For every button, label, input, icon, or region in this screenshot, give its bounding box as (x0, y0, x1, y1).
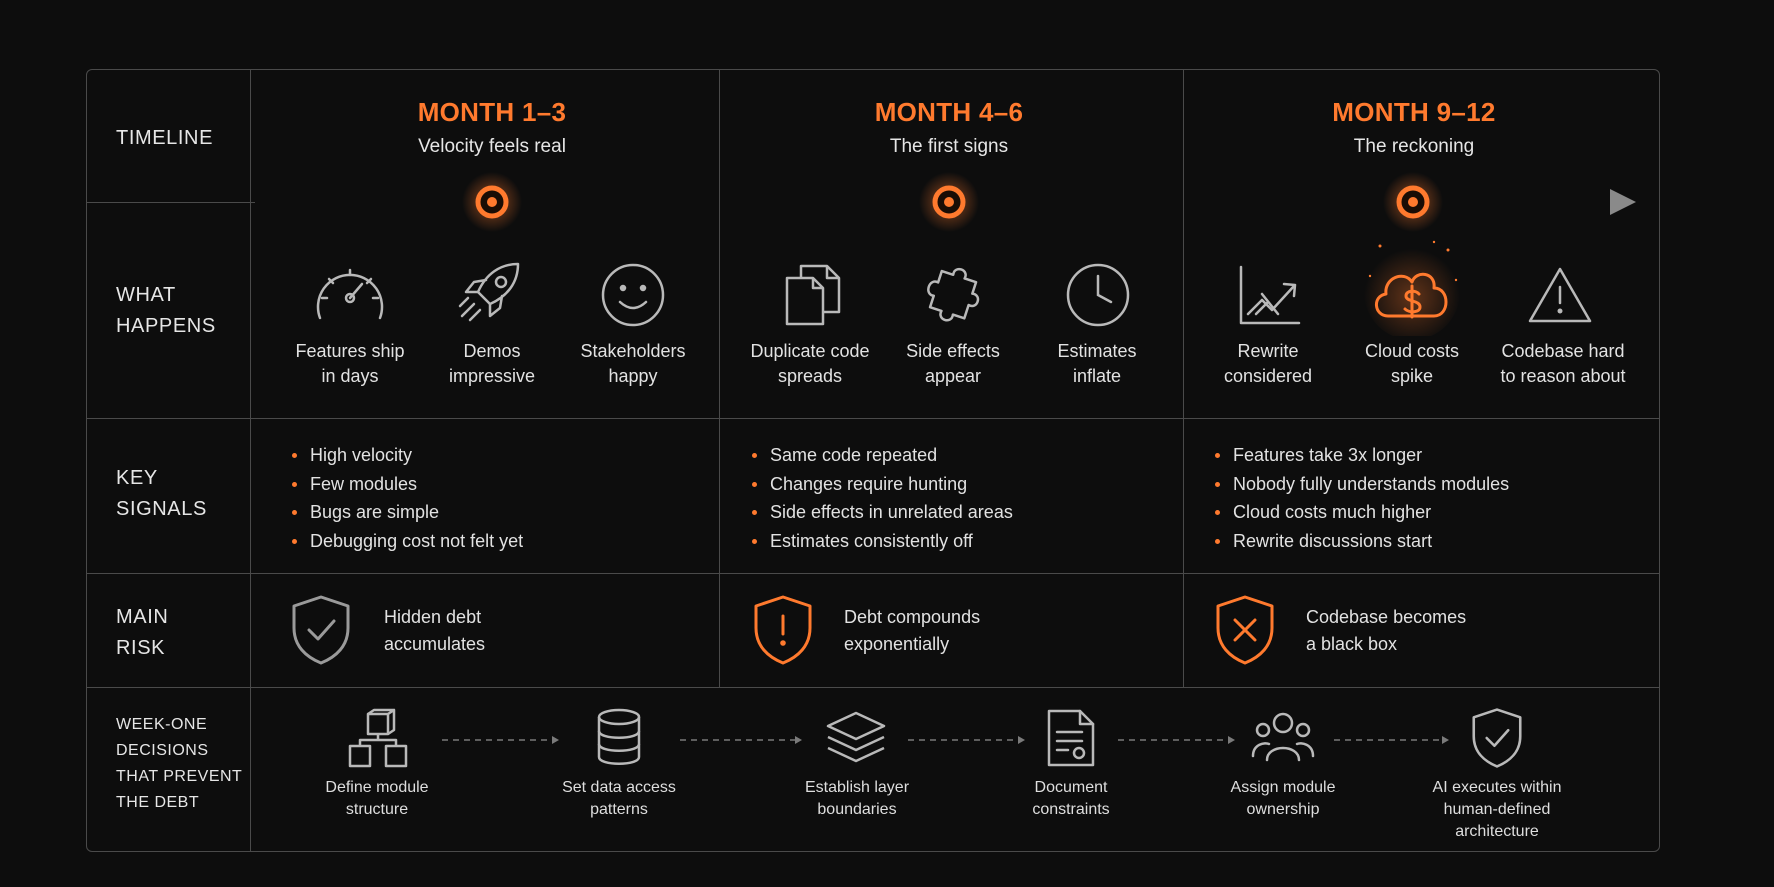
risk-text: Hidden debt accumulates (384, 607, 486, 654)
list-item: Rewrite discussions start (1213, 527, 1509, 556)
event-caption: Rewrite considered (1223, 341, 1313, 386)
phase-title: MONTH 1–3 (417, 97, 567, 127)
list-item: Estimates consistently off (750, 527, 1013, 556)
phase-subtitle: Velocity feels real (418, 136, 566, 157)
row-label-timeline: TIMELINE (116, 127, 214, 149)
row-label-key-signals: KEY SIGNALS (116, 467, 207, 520)
decision-caption: Define module structure (325, 779, 429, 818)
decision-caption: Establish layer boundaries (804, 779, 910, 818)
event-caption: Codebase hard to reason about (1500, 341, 1626, 386)
decision-caption: AI executes within human-defined architecture (1432, 779, 1562, 840)
event-caption: Cloud costs spike (1364, 341, 1460, 386)
decision-caption: Assign module ownership (1230, 779, 1336, 818)
event-caption: Features ship in days (295, 341, 405, 386)
row-label-main-risk: MAIN RISK (116, 606, 169, 659)
list-item: Side effects in unrelated areas (750, 498, 1013, 527)
event-caption: Stakeholders happy (580, 341, 686, 386)
list-item: Bugs are simple (290, 498, 523, 527)
risk-text: Debt compounds exponentially (844, 607, 981, 654)
phase-title: MONTH 4–6 (874, 97, 1024, 127)
decision-caption: Set data access patterns (562, 779, 676, 818)
decision-caption: Document constraints (1032, 779, 1110, 818)
event-caption: Duplicate code spreads (750, 341, 870, 386)
list-item: Features take 3x longer (1213, 441, 1509, 470)
list-item: Few modules (290, 470, 523, 499)
event-caption: Side effects appear (906, 341, 1000, 386)
row-label-week-one-decisions: WEEK-ONE DECISIONS THAT PREVENT THE DEBT (116, 716, 243, 811)
list-item: Debugging cost not felt yet (290, 527, 523, 556)
event-caption: Estimates inflate (1057, 341, 1137, 386)
list-item: Nobody fully understands modules (1213, 470, 1509, 499)
phase-subtitle: The first signs (889, 136, 1009, 157)
event-caption: Demos impressive (448, 341, 536, 386)
phase-title: MONTH 9–12 (1332, 97, 1496, 127)
list-item: High velocity (290, 441, 523, 470)
risk-text: Codebase becomes a black box (1306, 607, 1467, 654)
list-item: Same code repeated (750, 441, 1013, 470)
row-label-what-happens: WHAT HAPPENS (116, 284, 216, 337)
list-item: Changes require hunting (750, 470, 1013, 499)
phase-subtitle: The reckoning (1353, 136, 1475, 157)
list-item: Cloud costs much higher (1213, 498, 1509, 527)
